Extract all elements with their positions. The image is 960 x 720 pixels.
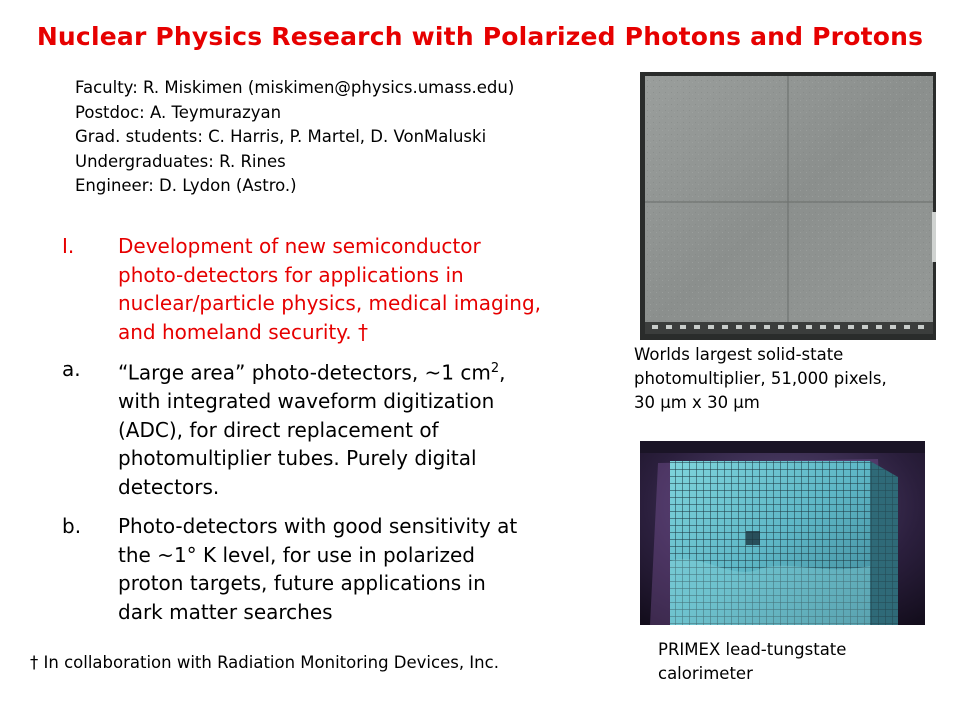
text-line: photomultiplier tubes. Purely digital xyxy=(118,446,477,471)
text-line: the ~1° K level, for use in polarized xyxy=(118,542,475,567)
text-line: with integrated waveform digitization xyxy=(118,389,495,414)
text-line: dark matter searches xyxy=(118,599,333,624)
list-marker: b. xyxy=(62,514,82,538)
personnel-list xyxy=(75,76,514,199)
text-line: photo-detectors for applications in xyxy=(118,262,464,287)
superscript: 2 xyxy=(490,361,500,376)
personnel-faculty: Faculty: R. Miskimen (miskimen@physics.umass.edu) xyxy=(75,78,515,97)
text-line: (ADC), for direct replacement of xyxy=(118,417,439,442)
text-line: Development of new semiconductor xyxy=(118,234,481,258)
list-marker: I. xyxy=(62,234,75,258)
caption-line: calorimeter xyxy=(658,664,753,683)
personnel-engineer: Engineer: D. Lydon (Astro.) xyxy=(75,176,297,195)
photomultiplier-caption xyxy=(634,343,887,415)
caption-line: photomultiplier, 51,000 pixels, xyxy=(634,369,887,388)
text-line xyxy=(118,355,598,387)
text-line: nuclear/particle physics, medical imaging, xyxy=(118,291,542,315)
personnel-grad-students: Grad. students: C. Harris, P. Martel, D. VonMaluski xyxy=(75,127,487,146)
calorimeter-photo xyxy=(640,441,925,625)
caption-line: PRIMEX lead-tungstate xyxy=(658,640,847,659)
text-line: Photo-detectors with good sensitivity at xyxy=(118,514,518,538)
text-fragment: , xyxy=(499,360,506,385)
calorimeter-caption xyxy=(658,638,846,686)
text-fragment: “Large area” photo-detectors, ~1 cm xyxy=(118,360,491,385)
list-marker: a. xyxy=(62,357,81,381)
list-item-text xyxy=(118,232,598,346)
text-line: detectors. xyxy=(118,474,220,499)
list-item-text xyxy=(118,355,598,501)
photomultiplier-photo xyxy=(640,72,936,340)
page-title: Nuclear Physics Research with Polarized Photons and Protons xyxy=(36,22,924,51)
text-line: and homeland security. † xyxy=(118,319,368,344)
footnote: † In collaboration with Radiation Monitoring Devices, Inc. xyxy=(30,653,499,672)
text-line: proton targets, future applications in xyxy=(118,571,486,595)
personnel-postdoc: Postdoc: A. Teymurazyan xyxy=(75,102,282,122)
list-item-text xyxy=(118,512,598,626)
personnel-undergraduates: Undergraduates: R. Rines xyxy=(75,151,286,171)
caption-line: Worlds largest solid-state xyxy=(634,345,844,364)
caption-line: 30 µm x 30 µm xyxy=(634,393,760,412)
